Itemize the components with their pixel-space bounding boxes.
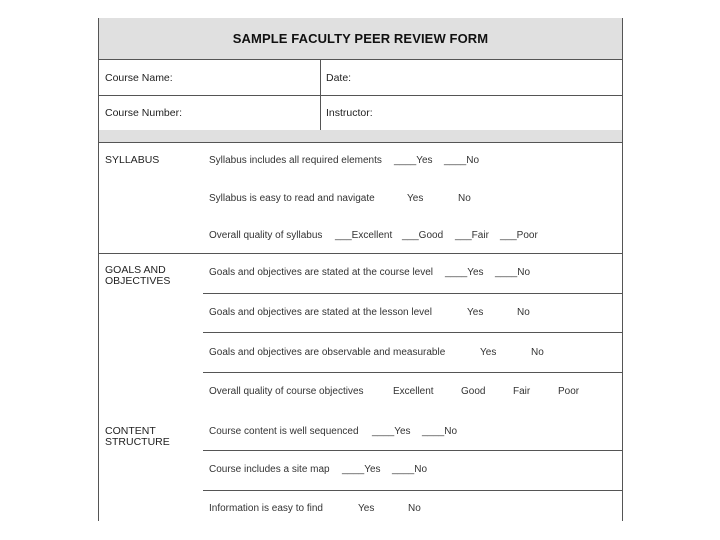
item-rule — [203, 332, 622, 333]
option-no[interactable]: No — [458, 193, 471, 204]
item-goals-course-level: Goals and objectives are stated at the course level — [209, 267, 434, 278]
peer-review-form — [98, 18, 623, 521]
option-no[interactable]: No — [408, 503, 421, 514]
option-excellent[interactable]: ___Excellent — [335, 230, 393, 241]
option-no[interactable]: ____No — [495, 267, 531, 278]
option-no[interactable]: ____No — [392, 464, 428, 475]
section-goals-line2: OBJECTIVES — [105, 275, 171, 287]
date-label: Date: — [326, 71, 352, 84]
instructor-label: Instructor: — [326, 107, 373, 119]
item-easy-to-find: Information is easy to find — [209, 503, 323, 514]
item-syllabus-easy-to-read: Syllabus is easy to read and navigate — [209, 193, 375, 204]
item-syllabus-required-elements: Syllabus includes all required elements — [209, 155, 382, 166]
item-rule — [203, 450, 622, 451]
option-poor[interactable]: ___Poor — [500, 230, 538, 241]
option-excellent[interactable]: Excellent — [393, 386, 434, 397]
option-yes[interactable]: ____Yes — [372, 426, 411, 437]
course-name-label: Course Name: — [105, 71, 173, 84]
option-good[interactable]: ___Good — [402, 230, 444, 241]
form-title: SAMPLE FACULTY PEER REVIEW FORM — [99, 18, 622, 60]
option-good[interactable]: Good — [461, 386, 486, 397]
course-name-row — [99, 60, 622, 96]
option-yes[interactable]: ____Yes — [445, 267, 484, 278]
item-site-map: Course includes a site map — [209, 464, 330, 475]
course-number-row — [99, 96, 622, 131]
item-content-well-sequenced: Course content is well sequenced — [209, 426, 359, 437]
section-syllabus: SYLLABUS — [105, 154, 160, 166]
option-fair[interactable]: ___Fair — [455, 230, 489, 241]
section-goals-line1: GOALS AND — [105, 264, 166, 276]
section-rule — [99, 253, 622, 254]
section-divider-bar — [99, 130, 622, 143]
course-number-label: Course Number: — [105, 107, 183, 119]
item-rule — [203, 372, 622, 373]
section-content-line1: CONTENT — [105, 425, 156, 437]
option-yes[interactable]: Yes — [467, 307, 484, 318]
option-no[interactable]: ____No — [422, 426, 458, 437]
option-yes[interactable]: Yes — [358, 503, 375, 514]
option-fair[interactable]: Fair — [513, 386, 531, 397]
option-yes[interactable]: Yes — [407, 193, 424, 204]
section-content-line2: STRUCTURE — [105, 436, 170, 448]
option-no[interactable]: No — [531, 347, 544, 358]
option-no[interactable]: ____No — [444, 155, 480, 166]
item-goals-lesson-level: Goals and objectives are stated at the lesson level — [209, 307, 432, 318]
option-yes[interactable]: ____Yes — [342, 464, 381, 475]
option-no[interactable]: No — [517, 307, 530, 318]
item-syllabus-overall-quality: Overall quality of syllabus — [209, 230, 323, 241]
item-rule — [203, 293, 622, 294]
item-rule — [203, 490, 622, 491]
option-poor[interactable]: Poor — [558, 386, 580, 397]
option-yes[interactable]: ____Yes — [394, 155, 433, 166]
option-yes[interactable]: Yes — [480, 347, 497, 358]
item-goals-observable: Goals and objectives are observable and measurable — [209, 347, 446, 358]
item-course-objectives-quality: Overall quality of course objectives — [209, 386, 364, 397]
